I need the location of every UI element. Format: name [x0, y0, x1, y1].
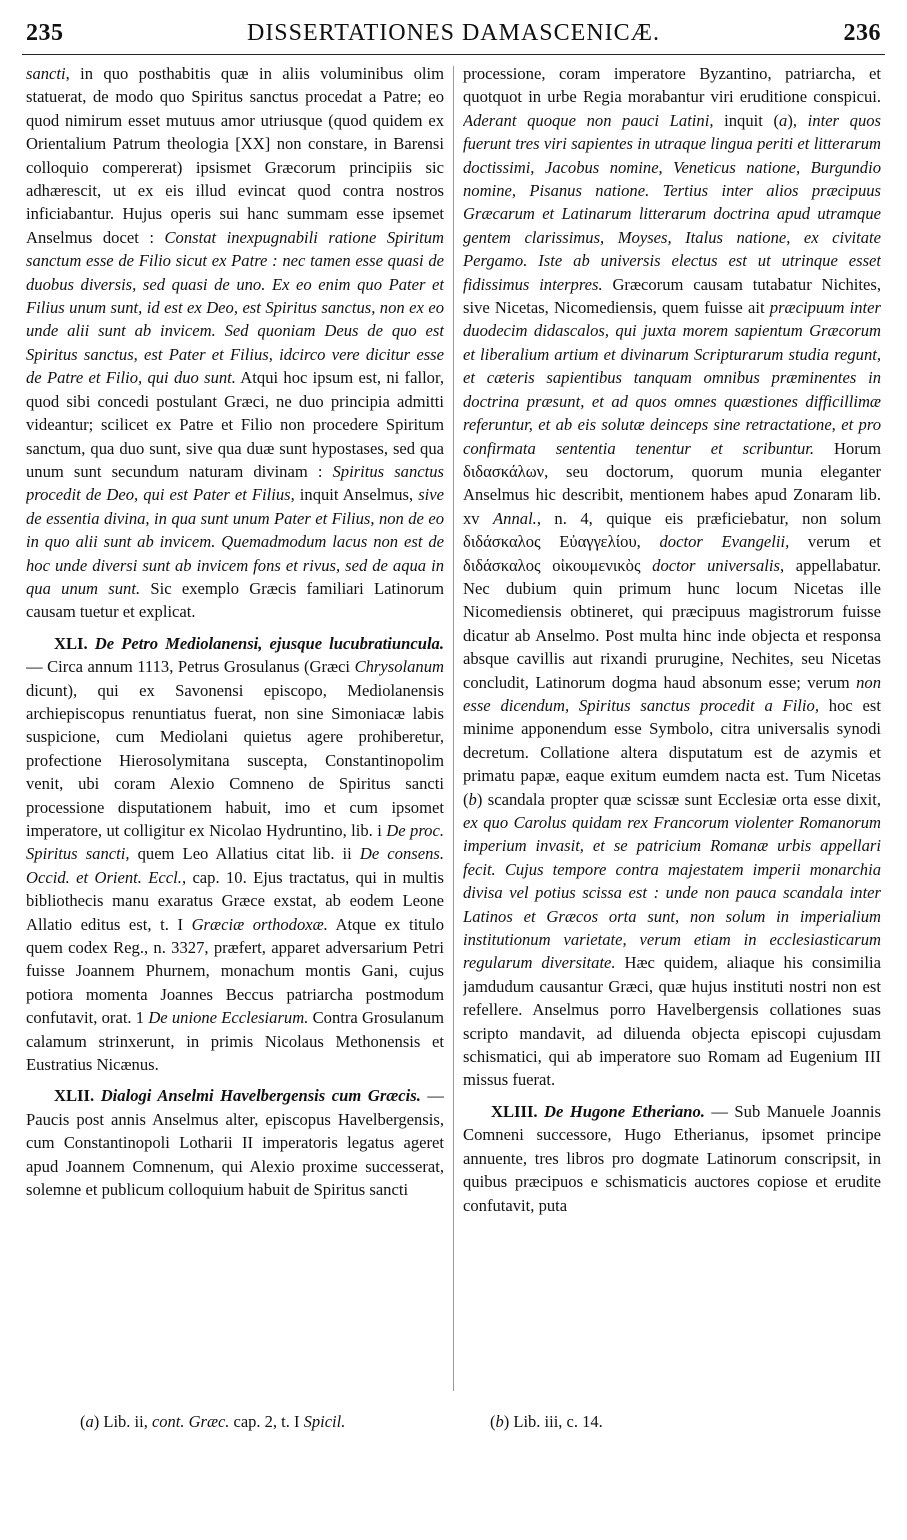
- text-run: ) Lib. iii, c. 14.: [503, 1412, 603, 1431]
- text-run: (: [490, 1412, 496, 1431]
- section-41-paragraph: [26, 632, 444, 1077]
- text-run: non esse dicendum, Spiritus sanctus procedit a Filio,: [463, 672, 881, 715]
- text-run: De proc. Spiritus sancti,: [26, 821, 444, 864]
- text-run: sancti: [26, 64, 66, 83]
- paragraph: [463, 62, 881, 1092]
- text-run: , in quo posthabitis quæ in aliis voluminibus olim statuerat, de modo quo Spiritus sanctus procedat a Patre; eo quod nimirum esset mutuus amor utriusque (quod quidem ex Orientalium Patrum theologia [XX] non constare, in Barensi colloquio compererat) ipsismet Græcorum principiis sic adhærescit, ut ex eis illud evincat quod contra nostros inficiabantur. Hujus operis sui hanc summam esse ipsemet Anselmus docet :: [26, 64, 444, 247]
- text-run: sive de essentia divina, in qua sunt unum Pater et Filius, non de eo in quo alii sunt ab invicem. Quemadmodum lacus non est de hoc unde diversi sunt ab invicem fons et rivus, sed de aqua in qua unum sunt.: [26, 485, 444, 598]
- text-run: ),: [787, 110, 808, 130]
- text-run: cap. 2, t. I: [229, 1412, 304, 1431]
- left-column: [26, 62, 444, 1397]
- text-run: De Hugone Etheriano.: [544, 1101, 705, 1121]
- text-run: Græciæ orthodoxæ.: [191, 914, 328, 934]
- running-header: [22, 14, 885, 55]
- text-run: ex quo Carolus quidam rex Francorum violenter Romanorum imperium invasit, et se patricium Romanæ urbis appellari fecit. Cujus tempore contra majestatem imperii monarchia divisa vel potius scissa est : unde non pauca scandala inter Latinos et Græcos orta sunt, non solum in imperialium institutionum varietate, verum etiam in ecclesiasticarum regularum diversitate.: [463, 813, 881, 973]
- text-run: inquit (: [713, 110, 780, 130]
- text-run: Dialogi Anselmi Havelbergensis cum Græcis.: [100, 1086, 421, 1106]
- text-run: De Petro Mediolanensi, ejusque lucubratiuncula.: [94, 633, 444, 653]
- text-run: Constat inexpugnabili ratione Spiritum sanctum esse de Filio sicut ex Patre : nec tamen esse quasi de duobus diversis, sed quasi de uno. Ex eo enim quo Pater et Filius unum sunt, id est ex Deo, est Spiritus sanctus, non ex eo unde alii sunt ab invicem. Sed quoniam Deus de quo est Spiritus sanctus, est Pater et Filius, idcirco vere dicitur esse de Patre et Filio, qui duo sunt.: [26, 227, 444, 388]
- text-run: a: [779, 110, 788, 130]
- text-run: inter quos fuerunt tres viri sapientes in utraque lingua periti et litterarum doctissimi, Jacobus nomine, Veneticus natione, Burgundio nomine, Pisanus natione. Tertius inter alios præcipuus Græcarum et Latinarum litterarum doctrina apud utramque gentem clarissimus, Moyses, Italus natione, ex civitate Pergamo. Iste ab universis electus est ut utrinque esset fidissimus interpres.: [463, 110, 881, 294]
- text-run: , appellabatur. Nec dubium quin primum hunc locum Nicetas ille Nicomediensis obtineret, qui præcipuus magistrorum fuisse dicatur ab Anselmo. Post multa hinc inde objecta et responsa absque cavillis aut rixandi prurugine, Nechites, seu Nicetas concludit, Latinorum dogma haud absonum esse; verum: [463, 555, 881, 692]
- text-run: — Sub Manuele Joannis Comneni successore, Hugo Etherianus, ipsomet principe annuente, tres libros pro dogmate Latinorum conscripsit, in quibus præcipuos e schismaticis auctores copiose et erudite confutavit, puta: [463, 1101, 881, 1215]
- text-run: Atque ex titulo quem codex Reg., n. 3327, præfert, apparet adversarium Petri fuisse Joannem Phurnem, monachum montis Gani, cujus potiora momenta Joannes Beccus patriarcha postmodum confutavit, orat. 1: [26, 914, 444, 1028]
- section-42-paragraph: [26, 1084, 444, 1201]
- text-run: ) scandala propter quæ scissæ sunt Ecclesiæ orta esse dixit,: [476, 789, 881, 809]
- text-run: processione, coram imperatore Byzantino, patriarcha, et quotquot in urbe Regia morabantur viri eruditione conspicui.: [463, 64, 881, 107]
- text-run: Atqui hoc ipsum est, ni fallor, quod sibi concedi postulant Græci, ne duo principia admitti videantur; scilicet ex Patre et Filio non procedere Spiritum sanctum, qua duo sunt, sive qua duæ sunt hypostases, sed qua unum sunt secundum naturam divinam :: [26, 368, 444, 481]
- text-run: b: [495, 1412, 504, 1431]
- text-run: dicunt), qui ex Savonensi episcopo, Mediolanensis archiepiscopus renuntiatus fuerat, non sine Simoniacæ labis suspicione, cum Mediolani quietus agere prohiberetur, profectione Hierosolymitana suscepta, Constantinopolim venit, ubi coram Alexio Comneno de Spiritus sancti processione disputationem habuit, imo et cum ipsomet imperatore, ut colligitur ex Nicolao Hydruntino, lib. i: [26, 680, 444, 840]
- text-run: hoc est minime apponendum esse Symbolo, citra universalis synodi decretum. Collatione altera disputatum est de azymis et primatu papæ, eaque exitum eumdem nacta est. Tum Nicetas (: [463, 695, 881, 809]
- text-run: quem Leo Allatius citat lib. ii: [129, 844, 360, 864]
- text-run: præcipuum inter duodecim didascalos, qui juxta morem sapientum Græcorum et liberalium artium et divinarum Scripturarum studia regunt, et cæteris sapientibus tanquam omnibus præminentes in doctrina præsunt, et ad quos omnes quæstiones difficillimæ referuntur, et ab eis solutæ deinceps sine retractatione, et pro confirmata sententia tenentur et scribuntur.: [463, 298, 881, 458]
- text-run: — Paucis post annis Anselmus alter, episcopus Havelbergensis, cum Constantinopoli Lotharii II imperatoris legatus ageret apud Joannem Comnenum, qui Alexio proxime successerat, solemne et publicum colloquium habuit de Spiritus sancti: [26, 1086, 444, 1200]
- text-run: doctor universalis: [652, 555, 780, 575]
- text-run: Aderant quoque non pauci Latini,: [463, 110, 714, 130]
- right-column: [463, 62, 881, 1397]
- text-run: Spicil.: [303, 1412, 346, 1431]
- text-run: — Circa annum 1113, Petrus Grosulanus (Græci: [26, 657, 355, 677]
- text-run: Contra Grosulanum calamum strinxerunt, in primis Nicolaus Methonensis et Eustratius Nicænus.: [26, 1008, 444, 1075]
- section-43-paragraph: [463, 1100, 881, 1217]
- text-run: b: [468, 789, 477, 809]
- text-run: , cap. 10. Ejus tractatus, qui in multis bibliothecis manu exaratus Græce exstat, ab eodem Leone Allatio editus est, t. I: [26, 867, 444, 934]
- text-run: Horum διδασκάλων, seu doctorum, quorum munia eleganter Anselmus hic describit, mentionem habes apud Zonaram lib. xv: [463, 438, 881, 528]
- text-run: inquit Anselmus,: [294, 485, 419, 505]
- text-run: De unione Ecclesiarum.: [148, 1008, 309, 1028]
- text-run: ) Lib. ii,: [93, 1412, 152, 1431]
- footnote-b: [490, 1412, 603, 1432]
- text-run: (: [80, 1412, 86, 1431]
- text-run: , n. 4, quique eis præficiebatur, non solum διδάσκαλος Εὐαγγελίου,: [463, 508, 881, 552]
- text-run: Hæc quidem, aliaque his consimilia jamdudum causantur Græci, quæ hujus instituti nostri non est refellere. Anselmus porro Havelbergensis collationes suas scripto mandavit, ad diluenda objecta episcopi cujusdam schismatici, qui ab imperatore suo Romam ad Eugenium III missus fuerat.: [463, 953, 881, 1090]
- text-run: XLII.: [54, 1086, 101, 1106]
- text-run: Spiritus sanctus procedit de Deo, qui est Pater et Filius,: [26, 461, 444, 505]
- text-run: verum et διδάσκαλος οἰκουμενικὸς: [463, 532, 881, 575]
- text-run: Sic exemplo Græcis familiari Latinorum causam tuetur et explicat.: [26, 578, 444, 622]
- page-number-right: 236: [843, 20, 881, 46]
- text-run: cont. Græc.: [151, 1412, 230, 1431]
- text-run: XLIII.: [491, 1101, 545, 1121]
- footnote-a: [80, 1412, 345, 1432]
- column-divider: [453, 66, 454, 1391]
- text-run: Chrysolanum: [354, 657, 444, 677]
- running-title: DISSERTATIONES DAMASCENICÆ.: [246, 20, 660, 46]
- text-run: XLI.: [54, 633, 95, 653]
- text-run: Annal.: [493, 508, 537, 528]
- text-run: doctor Evangelii,: [659, 532, 790, 552]
- page-number-left: 235: [26, 20, 64, 46]
- text-run: Græcorum causam tutabatur Nichites, sive Nicetas, Nicomediensis, quem fuisse ait: [463, 274, 881, 318]
- paragraph: [26, 62, 444, 624]
- text-run: a: [85, 1412, 94, 1431]
- text-run: De consens. Occid. et Orient. Eccl.: [26, 844, 444, 887]
